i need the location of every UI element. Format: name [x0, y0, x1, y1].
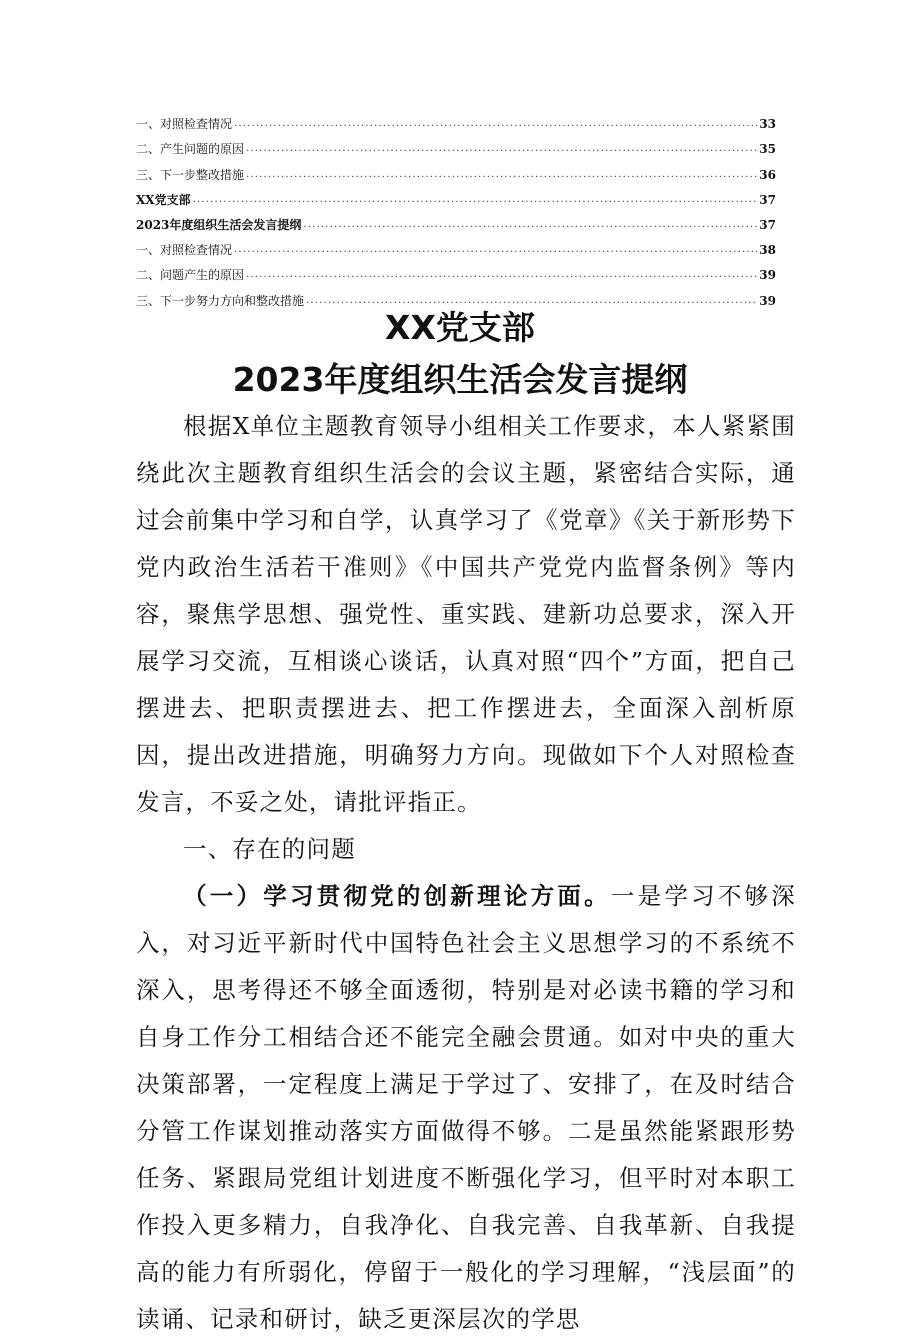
toc-entry-label: 三、下一步努力方向和整改措施 [136, 293, 305, 308]
toc-page-number: 37 [759, 192, 776, 207]
document-title-org: XX党支部 [385, 308, 535, 347]
toc-dot-leader [246, 167, 757, 183]
toc-entry[interactable] [136, 233, 776, 258]
toc-dot-leader [234, 116, 757, 132]
toc-page-number: 38 [759, 243, 776, 258]
intro-paragraph: 根据X单位主题教育领导小组相关工作要求，本人紧紧围绕此次主题教育组织生活会的会议主题，紧密结合实际，通过会前集中学习和自学，认真学习了《党章》《关于新形势下党内政治生活若干准则》《中国共产党党内监督条例》等内容，聚焦学思想、强党性、重实践、建新功总要求，深入开展学习交流，互相谈心谈话，认真对照“四个”方面，把自己摆进去、把职责摆进去、把工作摆进去，全面深入剖析原因，提出改进措施，明确努力方向。现做如下个人对照检查发言，不妥之处，请批评指正。 [136, 412, 796, 816]
toc-entry-label: 一、对照检查情况 [136, 243, 233, 258]
document-body [136, 403, 796, 1343]
toc-page-number: 33 [759, 117, 776, 132]
section-heading: 一、存在的问题 [183, 835, 356, 863]
toc-entry[interactable] [136, 183, 776, 208]
toc-entry-label: 二、产生问题的原因 [136, 142, 245, 157]
table-of-contents [136, 107, 776, 309]
toc-entry-label: XX党支部 [136, 192, 191, 207]
subsection-paragraph [136, 873, 796, 1343]
toc-entry[interactable] [136, 107, 776, 132]
toc-entry-label: 二、问题产生的原因 [136, 268, 245, 283]
subsection-text: 一是学习不够深入，对习近平新时代中国特色社会主义思想学习的不系统不深入，思考得还不够全面透彻，特别是对必读书籍的学习和自身工作分工相结合还不能完全融会贯通。如对中央的重大决策部署，一定程度上满足于学过了、安排了，在及时结合分管工作谋划推动落实方面做得不够。二是虽然能紧跟形势任务、紧跟局党组计划进度不断强化学习，但平时对本职工作投入更多精力，自我净化、自我完善、自我革新、自我提高的能力有所弱化，停留于一般化的学习理解，“浅层面”的读诵、记录和研讨，缺乏更深层次的学思 [136, 882, 797, 1333]
toc-entry[interactable] [136, 258, 776, 283]
toc-entry[interactable] [136, 132, 776, 157]
toc-entry[interactable] [136, 283, 776, 308]
toc-entry-label: 三、下一步整改措施 [136, 167, 245, 182]
toc-entry-label: 2023年度组织生活会发言提纲 [136, 217, 302, 232]
toc-dot-leader [234, 242, 757, 258]
toc-dot-leader [193, 192, 758, 208]
toc-entry-label: 一、对照检查情况 [136, 117, 233, 132]
toc-page-number: 39 [759, 293, 776, 308]
subsection-lead: （一）学习贯彻党的创新理论方面。 [183, 882, 611, 910]
toc-page-number: 39 [759, 268, 776, 283]
toc-page-number: 36 [759, 167, 776, 182]
document-title-main: 2023年度组织生活会发言提纲 [232, 360, 688, 399]
toc-dot-leader [306, 293, 757, 309]
toc-dot-leader [246, 141, 757, 157]
toc-page-number: 35 [759, 142, 776, 157]
toc-page-number: 37 [759, 217, 776, 232]
toc-dot-leader [303, 217, 757, 233]
toc-dot-leader [246, 267, 757, 283]
toc-entry[interactable] [136, 157, 776, 182]
toc-entry[interactable] [136, 208, 776, 233]
